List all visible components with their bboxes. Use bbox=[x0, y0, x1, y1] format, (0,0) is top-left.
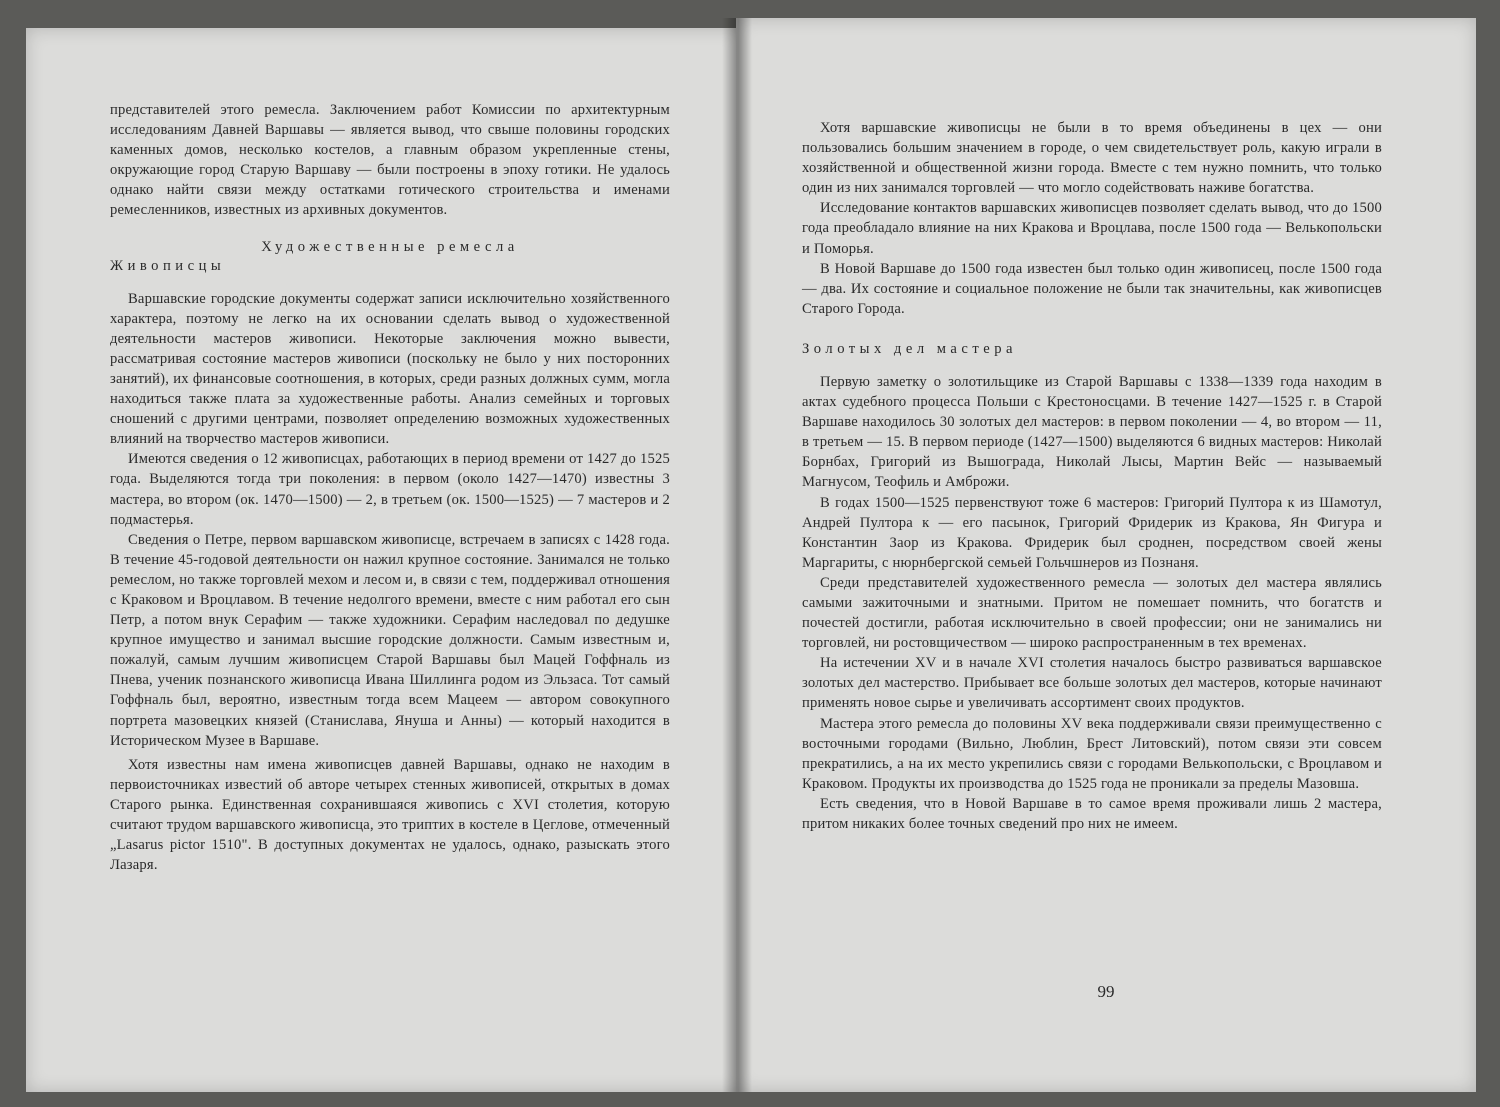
left-column bbox=[110, 100, 670, 875]
page-number: 99 bbox=[1097, 982, 1115, 1001]
paragraph: Первую заметку о золотильщике из Старой Варшавы с 1338—1339 года находим в актах судебного процесса Польши с Крестоносцами. В течение 1427—1525 г. в Старой Варшаве находилось 30 золотых дел мастеров: в первом поколении — 4, во втором — 11, в третьем — 15. В первом периоде (1427—1500) выделяются 6 видных мастеров: Николай Борнбах, Григорий из Вышограда, Николай Лысы, Мартин Вейс — называемый Магнусом, Теофиль и Амброжи. bbox=[802, 373, 1382, 491]
paragraph: Мастера этого ремесла до половины XV века поддерживали связи преимущественно с восточными городами (Вильно, Люблин, Брест Литовский), потом связи эти совсем прекратились, а на их место укрепились связи с городами Велькопольски, с Вроцлавом и Краковом. Продукты их производства до 1525 года не проникали за пределы Мазовша. bbox=[802, 715, 1382, 792]
book-gutter bbox=[722, 18, 752, 1092]
paragraph: Хотя известны нам имена живописцев давней Варшавы, однако не находим в первоисточниках известий об авторе четырех стенных живописей, открытых в домах Старого рынка. Единственная сохранившаяся живопись с XVI столетия, которую считают трудом варшавского живописца, это триптих в костеле в Цеглове, отмеченный „Lasarus pictor 1510". В доступных документах не удалось, однако, разыскать этого Лазаря. bbox=[110, 756, 670, 874]
paragraph: Среди представителей художественного ремесла — золотых дел мастера являлись самыми зажиточными и знатными. Притом не помешает помнить, что богатств и почестей достигли, работая исключительно в своей профессии; они не занимались ни торговлей, ни ростовщичеством — широко распространенным в тех временах. bbox=[802, 574, 1382, 652]
paragraph: В годах 1500—1525 первенствуют тоже 6 мастеров: Григорий Пултора к из Шамотул, Андрей Пултора к — его пасынок, Григорий Фридерик из Кракова, Ян Фигура и Константин Заор из Кракова. Фридерик был сроднен, посредством своей жены Маргариты, с нюрнбергской семьей Гольчшнеров из Познаня. bbox=[802, 494, 1382, 571]
paragraph: На истечении XV и в начале XVI столетия началось быстро развиваться варшавское золотых дел мастерство. Прибывает все больше золотых дел мастеров, которые начинают применять новое сырье и увеличивать ассортимент своих продуктов. bbox=[802, 655, 1382, 712]
paragraph: Варшавские городские документы содержат записи исключительно хозяйственного характера, поэтому не легко на их основании сделать вывод о художественной деятельности мастеров живописи. Некоторые заключения можно вывести, рассматривая состояние мастеров живописи (поскольку не было у них посторонних занятий), их финансовые соотношения, в которых, среди разных должных сумм, могла находиться также плата за художественные работы. Анализ семейных и торговых сношений с другими центрами, позволяет определению возможных художественных влияний на творчество мастеров живописи. bbox=[110, 290, 670, 448]
subsection-heading-painters: Живописцы bbox=[110, 257, 226, 274]
paragraph: Сведения о Петре, первом варшавском живописце, встречаем в записях с 1428 года. В течение 45-годовой деятельности он нажил крупное состояние. Занимался не только ремеслом, но также торговлей мехом и лесом и, в связи с тем, поддерживал отношения с Краковом и Вроцлавом. В течение недолгого времени, вместе с ним работал его сын Петр, а потом внук Серафим — также художники. Серафим наследовал по дедушке крупное имущество и занимал высшие городские должности. Самым известным и, пожалуй, самым лучшим живописцем Старой Варшавы был Мацей Гоффналь из Пнева, ученик познанского живописца Ивана Шиллинга родом из Эльзаса. Тот самый Гоффналь был, вероятно, известным тогда всем Мацеем — автором совокупного портрета мазовецких князей (Станислава, Януша и Анны) — который находится в Историческом Музее в Варшаве. bbox=[110, 531, 670, 749]
right-column bbox=[802, 118, 1382, 834]
paragraph: Хотя варшавские живописцы не были в то время объединены в цех — они пользовались большим значением в городе, о чем свидетельствует роль, какую играли в хозяйственной и общественной жизни города. Вместе с тем нужно помнить, что только один из них занимался торговлей — что могло содействовать наживе богатства. bbox=[802, 120, 1382, 197]
paragraph: В Новой Варшаве до 1500 года известен был только один живописец, после 1500 года — два. Их состояние и социальное положение не были так значительны, как живописцев Старого Города. bbox=[802, 260, 1382, 317]
section-heading: Художественные ремесла bbox=[261, 238, 519, 255]
left-page bbox=[26, 28, 744, 1092]
paragraph: Исследование контактов варшавских живописцев позволяет сделать вывод, что до 1500 года преобладало влияние на них Кракова и Вроцлава, после 1500 года — Велькопольски и Поморья. bbox=[802, 200, 1382, 257]
intro-paragraph: представителей этого ремесла. Заключением работ Комиссии по архитектурным исследованиям Давней Варшавы — является вывод, что свыше половины городских каменных домов, несколько костелов, а главным образом укрепленные стены, окружающие город Старую Варшаву — были построены в эпоху готики. Не удалось однако найти связи между остатками готического строительства и именами ремесленников, известных из архивных документов. bbox=[110, 102, 670, 219]
right-page bbox=[736, 18, 1476, 1092]
subsection-heading-goldsmiths: Золотых дел мастера bbox=[802, 340, 1017, 357]
paragraph: Имеются сведения о 12 живописцах, работающих в период времени от 1427 до 1525 года. Выделяются тогда три поколения: в первом (около 1427—1470) известны 3 мастера, во втором (ок. 1470—1500) — 2, в третьем (ок. 1500—1525) — 7 мастеров и 2 подмастерья. bbox=[110, 451, 670, 528]
paragraph: Есть сведения, что в Новой Варшаве в то самое время проживали лишь 2 мастера, притом никаких более точных сведений про них не имеем. bbox=[802, 795, 1382, 832]
